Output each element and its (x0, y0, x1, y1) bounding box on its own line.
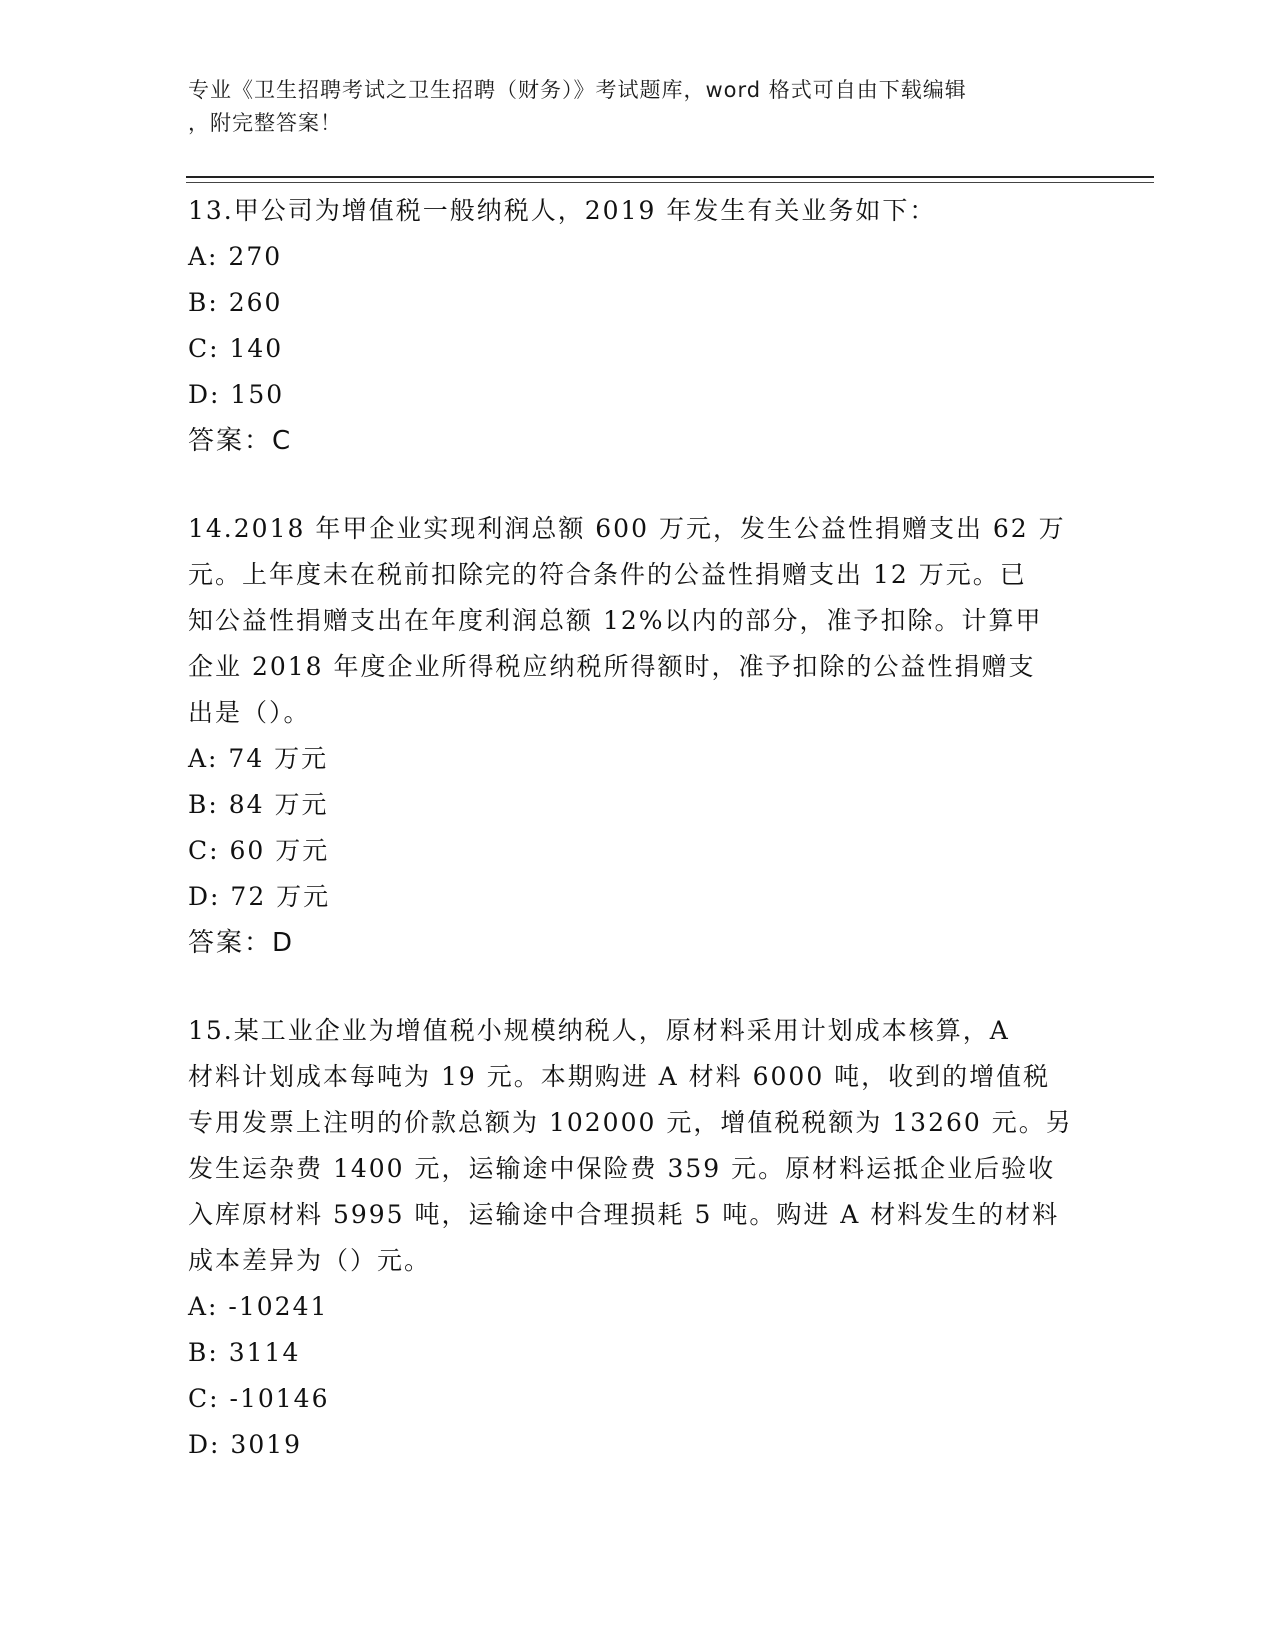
question-14 (188, 506, 1088, 966)
question-13 (188, 188, 1088, 464)
question-text-line: 企业 2018 年度企业所得税应纳税所得额时，准予扣除的公益性捐赠支 (188, 652, 1036, 681)
option-d: D: 150 (188, 380, 285, 409)
option-b: B: 260 (188, 288, 283, 317)
question-text-line: 元。上年度未在税前扣除完的符合条件的公益性捐赠支出 12 万元。已 (188, 560, 1027, 589)
question-text-line: 15.某工业企业为增值税小规模纳税人，原材料采用计划成本核算，A (188, 1016, 1010, 1045)
option-c: C: 60 万元 (188, 836, 330, 865)
option-c: C: -10146 (188, 1384, 330, 1413)
option-a: A: 270 (188, 242, 283, 271)
option-d: D: 72 万元 (188, 882, 331, 911)
answer-label: 答案：D (188, 928, 295, 958)
option-b: B: 84 万元 (188, 790, 329, 819)
option-a: A: 74 万元 (188, 744, 329, 773)
question-text-line: 成本差异为（）元。 (188, 1246, 432, 1275)
answer-label: 答案：C (188, 426, 293, 456)
header-line-1: 专业《卫生招聘考试之卫生招聘（财务）》考试题库，word 格式可自由下载编辑 (188, 78, 967, 102)
option-c: C: 140 (188, 334, 284, 363)
option-b: B: 3114 (188, 1338, 301, 1367)
question-text-line: 13.甲公司为增值税一般纳税人，2019 年发生有关业务如下： (188, 196, 937, 225)
question-text-line: 出是（）。 (188, 698, 311, 727)
question-text-line: 入库原材料 5995 吨，运输途中合理损耗 5 吨。购进 A 材料发生的材料 (188, 1200, 1060, 1229)
question-text-line: 发生运杂费 1400 元，运输途中保险费 359 元。原材料运抵企业后验收 (188, 1154, 1056, 1183)
document-header (188, 74, 1068, 140)
question-15 (188, 1008, 1088, 1468)
header-rule-thick (186, 176, 1154, 178)
question-text-line: 知公益性捐赠支出在年度利润总额 12%以内的部分，准予扣除。计算甲 (188, 606, 1043, 635)
question-list (188, 188, 1088, 1468)
question-text-line: 14.2018 年甲企业实现利润总额 600 万元，发生公益性捐赠支出 62 万 (188, 514, 1066, 543)
question-text-line: 专用发票上注明的价款总额为 102000 元，增值税税额为 13260 元。另 (188, 1108, 1073, 1137)
option-d: D: 3019 (188, 1430, 303, 1459)
option-a: A: -10241 (188, 1292, 329, 1321)
header-line-2: ，附完整答案！ (188, 111, 342, 135)
header-rule-thin (186, 182, 1154, 183)
question-text-line: 材料计划成本每吨为 19 元。本期购进 A 材料 6000 吨，收到的增值税 (188, 1062, 1051, 1091)
